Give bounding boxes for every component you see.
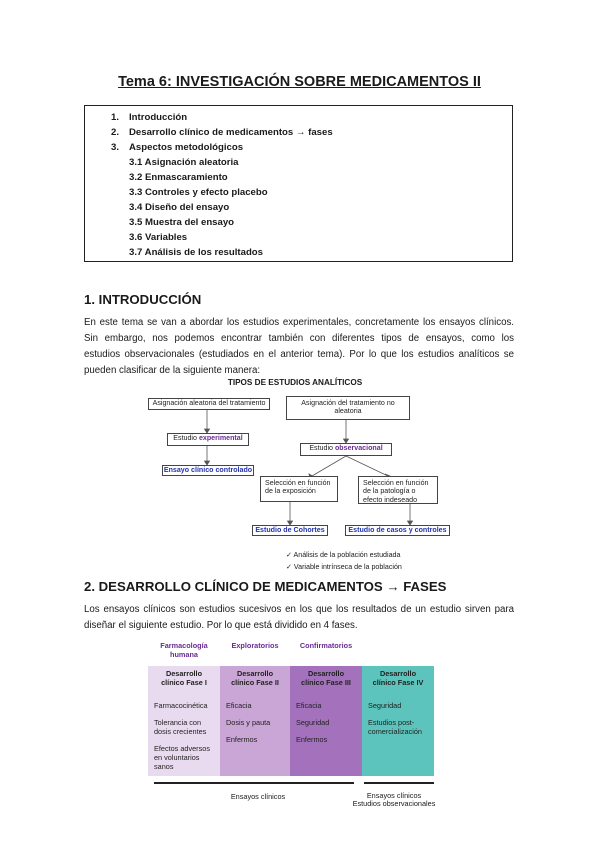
header-confirmatorios: Confirmatorios (299, 641, 353, 650)
footer-observacionales: Estudios observacionales (352, 799, 436, 808)
toc-subitem: 3.1 Asignación aleatoria (129, 157, 239, 168)
bracket-line-right (364, 782, 434, 784)
intro-paragraph: En este tema se van a abordar los estudios experimentales, concretamente los ensayos clínicos. Sin embargo, nos podemos encontrar también con diferentes tipos de ensayos, como los estudios observacionales (estudiados en el anterior tema). Por lo que los estudios analíticos se pueden clasificar de la siguiente manera: (84, 317, 514, 377)
checklist-item: ✓ Variable intrínseca de la población (286, 563, 402, 571)
diagram-title: TIPOS DE ESTUDIOS ANALÍTICOS (227, 378, 363, 387)
phase-column-2: Desarrollo clínico Fase II Eficacia Dosis y pauta Enfermos (220, 666, 290, 776)
page-title: Tema 6: INVESTIGACIÓN SOBRE MEDICAMENTOS II (118, 74, 481, 90)
phase-column-4: Desarrollo clínico Fase IV Seguridad Estudios post-comercialización (362, 666, 434, 776)
analytic-studies-diagram (140, 376, 450, 576)
toc-subitem: 3.2 Enmascaramiento (129, 172, 228, 183)
box-selection-exposure: Selección en función de la exposición (260, 476, 338, 502)
toc-subitem: 3.3 Controles y efecto placebo (129, 187, 268, 198)
phase-column-3: Desarrollo clínico Fase III Eficacia Seguridad Enfermos (290, 666, 362, 776)
toc-item-2: 2. Desarrollo clínico de medicamentos → fases (111, 127, 333, 138)
section-heading-desarrollo: 2. DESARROLLO CLÍNICO DE MEDICAMENTOS → FASES (84, 579, 447, 594)
box-controlled-trial: Ensayo clínico controlado (163, 466, 253, 474)
check-icon: ✓ (286, 563, 294, 571)
toc-item-3: 3. Aspectos metodológicos (111, 142, 244, 153)
table-of-contents (84, 105, 513, 262)
box-case-control-study: Estudio de casos y controles (345, 525, 450, 536)
clinical-phases-diagram (148, 640, 438, 815)
checklist-item: ✓ Análisis de la población estudiada (286, 551, 401, 559)
toc-item-1: 1. Introducción (111, 112, 188, 123)
footer-ensayos: Ensayos clínicos (230, 792, 286, 801)
header-farmacologia: Farmacología humana (160, 641, 208, 659)
toc-subitem: 3.7 Análisis de los resultados (129, 247, 264, 258)
box-observational-study: Estudio observacional (300, 443, 392, 456)
box-non-random-assignment: Asignación del tratamiento no aleatoria (286, 396, 410, 420)
section-heading-introduccion: 1. INTRODUCCIÓN (84, 292, 202, 307)
phase-column-1: Desarrollo clínico Fase I Farmacocinética Tolerancia con dosis crecientes Efectos adversos en voluntarios sanos (148, 666, 220, 776)
toc-subitem: 3.6 Variables (129, 232, 188, 243)
footer-ensayos-2: Ensayos clínicos (366, 791, 422, 800)
box-cohort-study: Estudio de Cohortes (252, 525, 328, 536)
box-experimental-study: Estudio experimental (167, 433, 249, 446)
check-icon: ✓ (286, 551, 294, 559)
phases-paragraph: Los ensayos clínicos son estudios sucesivos en los que los resultados de un estudio sirven para diseñar el siguiente estudio. Por lo que está dividido en 4 fases. (84, 604, 514, 632)
header-exploratorios: Exploratorios (231, 641, 279, 650)
box-selection-pathology: Selección en función de la patología o efecto indeseado (358, 476, 438, 504)
bracket-line-left (154, 782, 354, 784)
toc-subitem: 3.4 Diseño del ensayo (129, 202, 230, 213)
box-random-assignment: Asignación aleatoria del tratamiento (148, 398, 270, 410)
toc-subitem: 3.5 Muestra del ensayo (129, 217, 235, 228)
